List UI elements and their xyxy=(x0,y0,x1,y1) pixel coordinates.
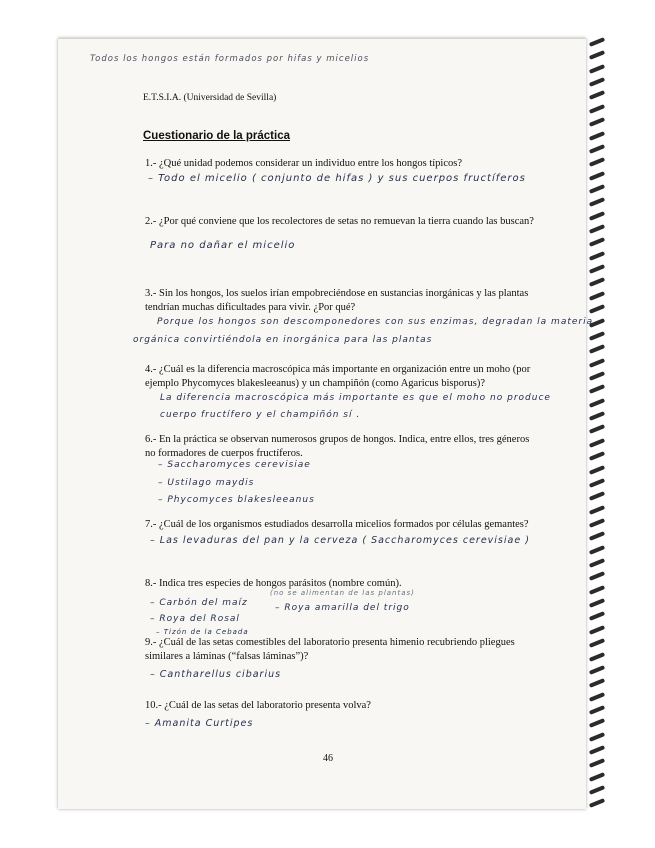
spiral-coil xyxy=(589,665,605,675)
spiral-coil xyxy=(589,264,605,274)
section-title: Cuestionario de la práctica xyxy=(143,130,290,142)
spiral-coil xyxy=(589,705,605,715)
answer-2: Para no dañar el micelio xyxy=(150,240,296,251)
spiral-coil xyxy=(589,612,605,622)
spiral-coil xyxy=(589,759,605,769)
question-8: 8.- Indica tres especies de hongos parásitos (nombre común). xyxy=(145,578,402,589)
spiral-coil xyxy=(589,799,605,809)
answer-8-line-3: – Tizón de la Cebada xyxy=(156,628,249,636)
answer-8-line-2: – Roya del Rosal xyxy=(150,614,240,624)
spiral-coil xyxy=(589,331,605,341)
question-10: 10.- ¿Cuál de las setas del laboratorio presenta volva? xyxy=(145,700,371,711)
spiral-coil xyxy=(589,197,605,207)
answer-6-line-3: – Phycomyces blakesleeanus xyxy=(158,495,315,505)
spiral-coil xyxy=(589,638,605,648)
spiral-coil xyxy=(589,344,605,354)
spiral-coil xyxy=(589,131,605,141)
question-9: 9.- ¿Cuál de las setas comestibles del laboratorio presenta himenio recubriendo pliegues similares a láminas (“falsas láminas”)? xyxy=(145,637,515,662)
spiral-coil xyxy=(589,51,605,61)
spiral-binding xyxy=(586,38,608,808)
spiral-coil xyxy=(589,772,605,782)
spiral-coil xyxy=(589,211,605,221)
spiral-coil xyxy=(589,358,605,368)
spiral-coil xyxy=(589,411,605,421)
handwritten-top-note: Todos los hongos están formados por hifas y micelios xyxy=(90,54,370,64)
spiral-coil xyxy=(589,37,605,47)
spiral-coil xyxy=(589,144,605,154)
institution-header: E.T.S.I.A. (Universidad de Sevilla) xyxy=(143,93,277,103)
answer-4-line-1: La diferencia macroscópica más importante es que el moho no produce xyxy=(160,393,551,403)
spiral-coil xyxy=(589,558,605,568)
question-6: 6.- En la práctica se observan numerosos grupos de hongos. Indica, entre ellos, tres géneros no formadores de cuerpos fructíferos. xyxy=(145,434,530,459)
spiral-coil xyxy=(589,91,605,101)
answer-8-side-note: (no se alimentan de las plantas) xyxy=(270,589,415,597)
spiral-coil xyxy=(589,531,605,541)
answer-8-line-1: – Carbón del maíz xyxy=(150,598,248,608)
spiral-coil xyxy=(589,304,605,314)
spiral-coil xyxy=(589,625,605,635)
spiral-coil xyxy=(589,678,605,688)
spiral-coil xyxy=(589,171,605,181)
question-7: 7.- ¿Cuál de los organismos estudiados desarrolla micelios formados por células gemantes? xyxy=(145,519,529,530)
question-3: 3.- Sin los hongos, los suelos irían empobreciéndose en sustancias inorgánicas y las plantas tendrían muchas dificultades para vivir. ¿Por qué? xyxy=(145,288,529,313)
spiral-coil xyxy=(589,224,605,234)
answer-6-line-1: – Saccharomyces cerevisiae xyxy=(158,460,311,470)
spiral-coil xyxy=(589,238,605,248)
spiral-coil xyxy=(589,384,605,394)
spiral-coil xyxy=(589,545,605,555)
spiral-coil xyxy=(589,104,605,114)
spiral-coil xyxy=(589,785,605,795)
spiral-coil xyxy=(589,718,605,728)
spiral-coil xyxy=(589,291,605,301)
answer-9: – Cantharellus cibarius xyxy=(150,669,282,680)
answer-7: – Las levaduras del pan y la cerveza ( Saccharomyces cerevisiae ) xyxy=(150,535,530,546)
spiral-coil xyxy=(589,652,605,662)
spiral-coil xyxy=(589,491,605,501)
question-4: 4.- ¿Cuál es la diferencia macroscópica más importante en organización entre un moho (por ejemplo Phycomyces blakesleeanus) y un champiñón (como Agaricus bisporus)? xyxy=(145,364,531,389)
spiral-coil xyxy=(589,425,605,435)
spiral-coil xyxy=(589,451,605,461)
spiral-coil xyxy=(589,184,605,194)
spiral-coil xyxy=(589,77,605,87)
notebook-page xyxy=(58,38,586,809)
spiral-coil xyxy=(589,692,605,702)
answer-3-line-1: Porque los hongos son descomponedores con sus enzimas, degradan la materia xyxy=(157,317,594,327)
spiral-coil xyxy=(589,398,605,408)
spiral-coil xyxy=(589,371,605,381)
spiral-coil xyxy=(589,278,605,288)
spiral-coil xyxy=(589,745,605,755)
spiral-coil xyxy=(589,518,605,528)
page-number: 46 xyxy=(323,753,333,764)
spiral-coil xyxy=(589,585,605,595)
spiral-coil xyxy=(589,598,605,608)
spiral-coil xyxy=(589,64,605,74)
spiral-coil xyxy=(589,251,605,261)
spiral-coil xyxy=(589,732,605,742)
spiral-coil xyxy=(589,572,605,582)
question-1: 1.- ¿Qué unidad podemos considerar un individuo entre los hongos típicos? xyxy=(145,158,462,169)
answer-1: – Todo el micelio ( conjunto de hifas ) y sus cuerpos fructíferos xyxy=(148,173,526,184)
answer-3-line-2: orgánica convirtiéndola en inorgánica para las plantas xyxy=(133,335,433,345)
spiral-coil xyxy=(589,505,605,515)
spiral-coil xyxy=(589,117,605,127)
spiral-coil xyxy=(589,438,605,448)
answer-10: – Amanita Curtipes xyxy=(145,718,254,729)
answer-4-line-2: cuerpo fructífero y el champiñón sí . xyxy=(160,410,361,420)
question-2: 2.- ¿Por qué conviene que los recolectores de setas no remuevan la tierra cuando las buscan? xyxy=(145,216,534,227)
answer-8-line-4: – Roya amarilla del trigo xyxy=(275,603,410,613)
spiral-coil xyxy=(589,465,605,475)
answer-6-line-2: – Ustilago maydis xyxy=(158,478,255,488)
spiral-coil xyxy=(589,478,605,488)
spiral-coil xyxy=(589,157,605,167)
